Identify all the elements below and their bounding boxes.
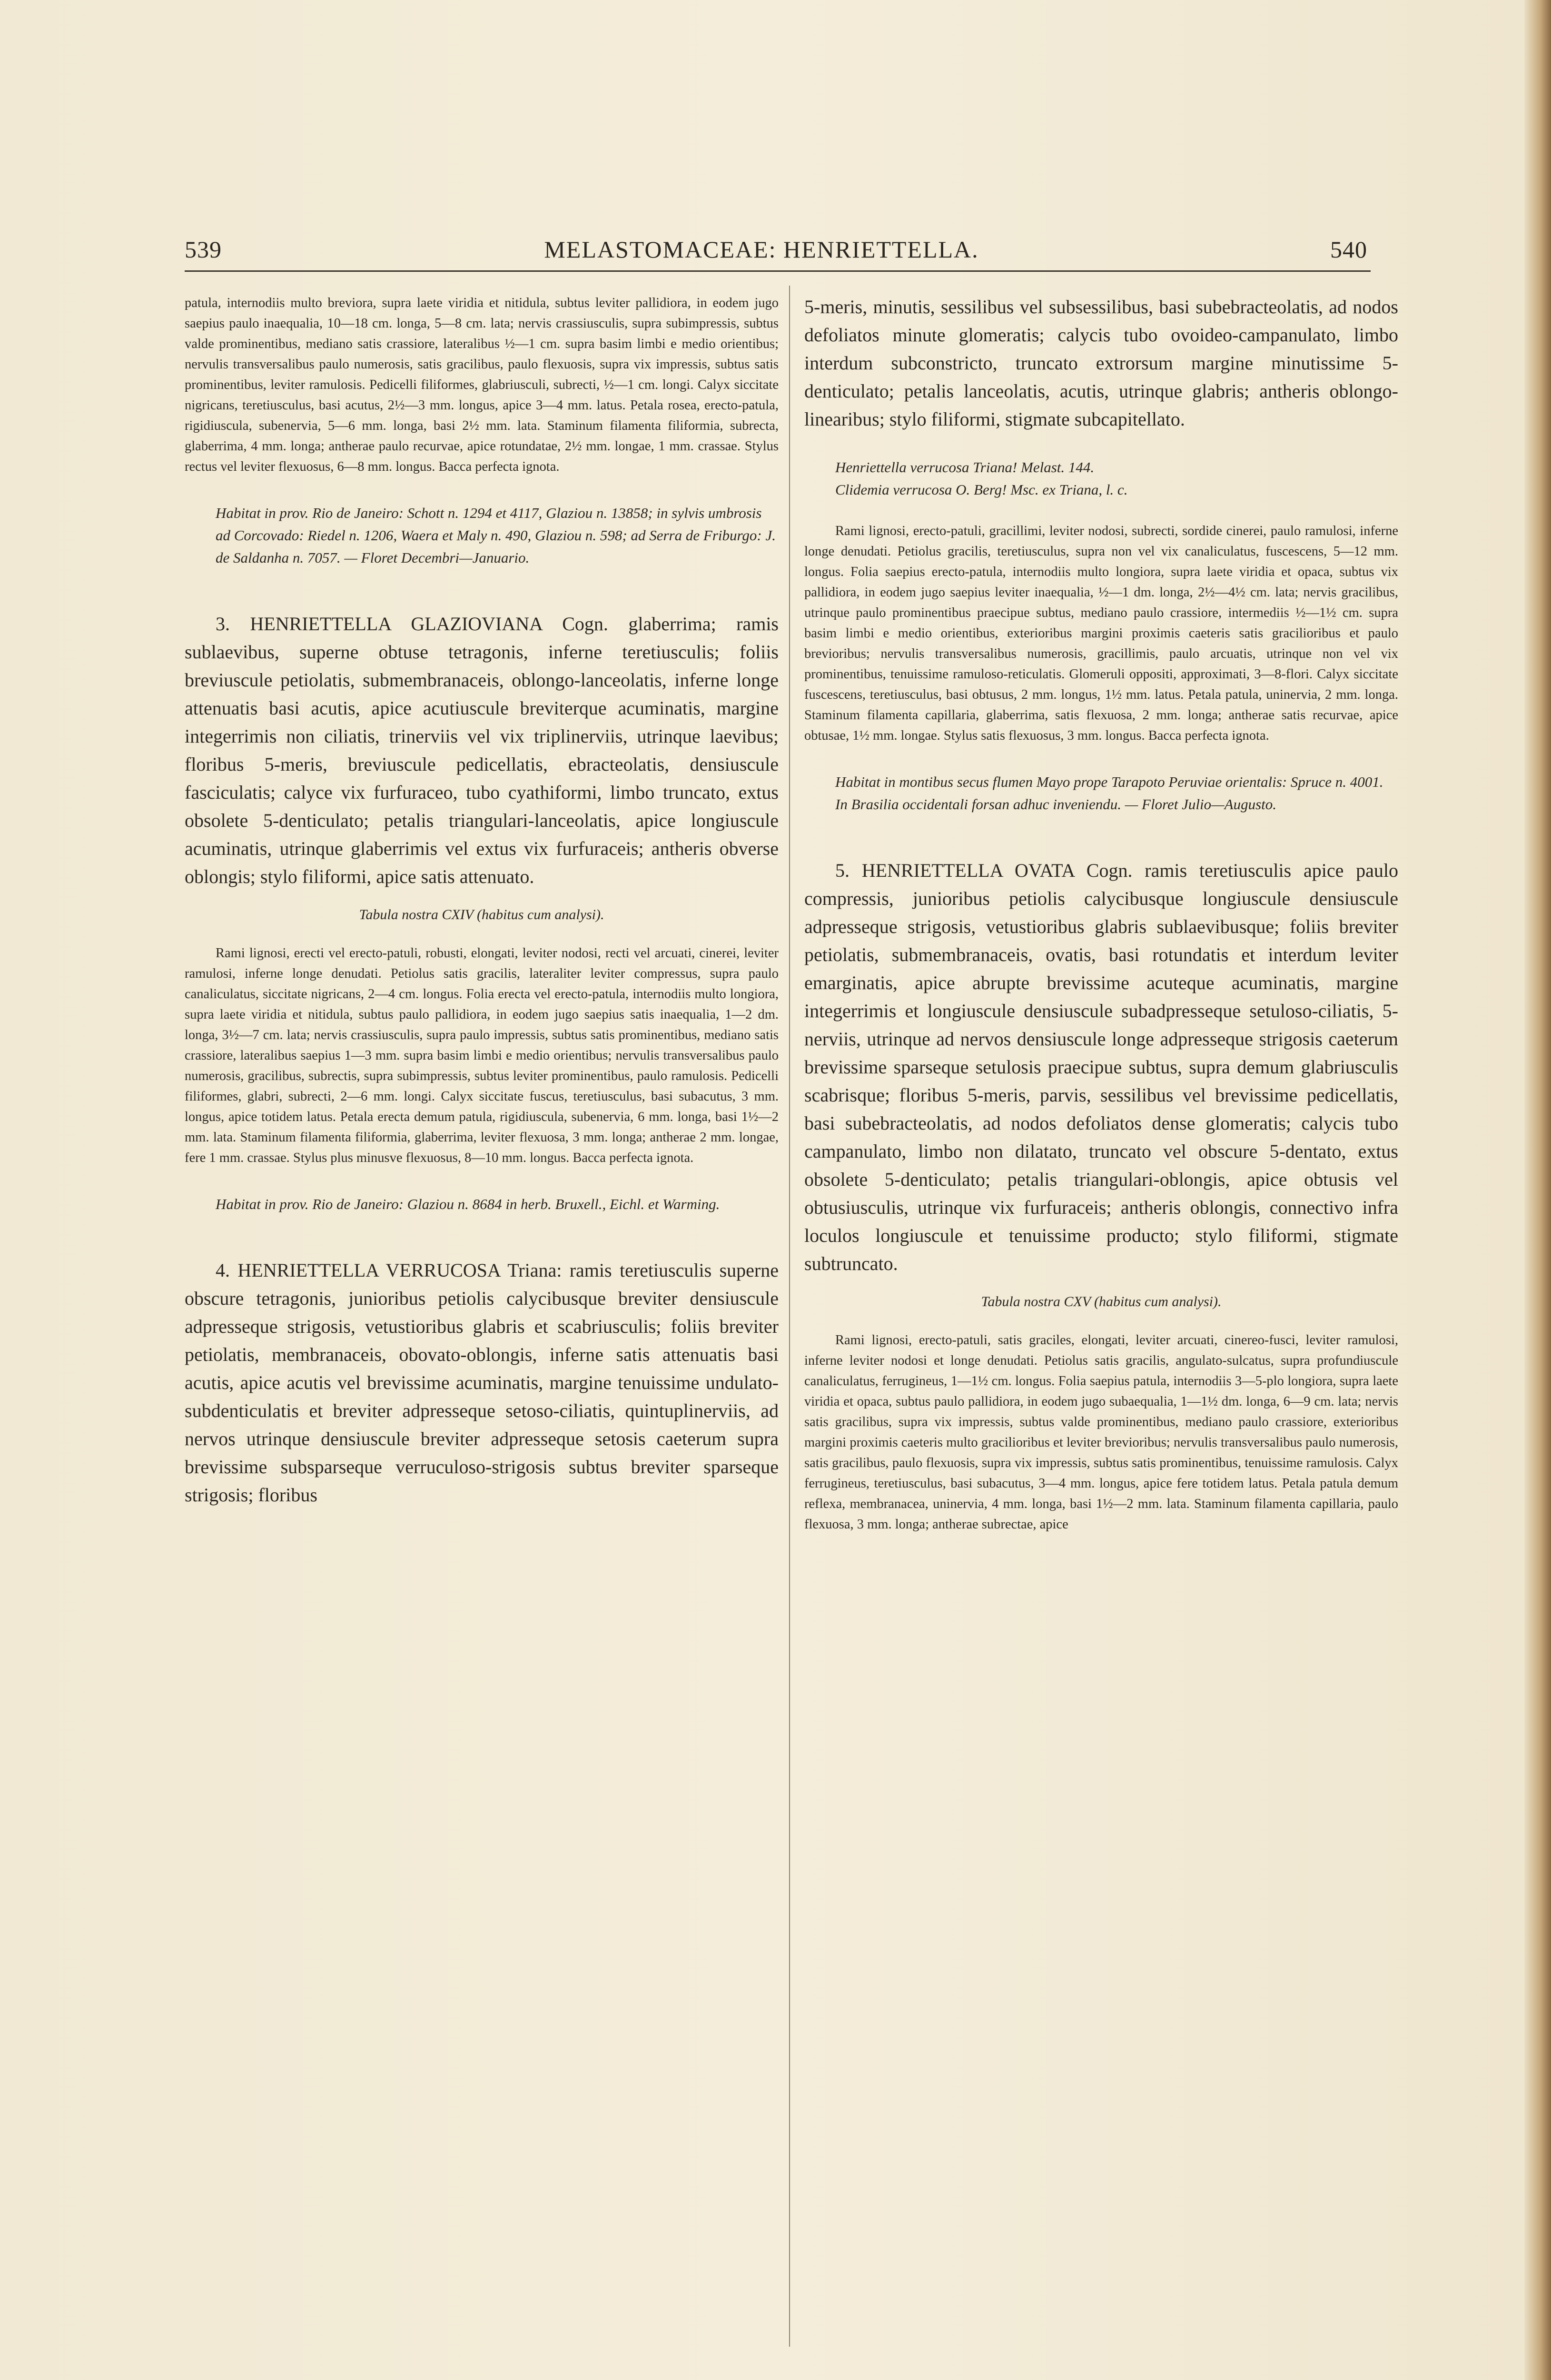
description-paragraph: patula, internodiis multo breviora, supra laete viridia et nitidula, subtus leviter pallidiora, in eodem jugo saepius paulo inaequalia, 10—18 cm. longa, 5—8 cm. lata; nervis crassiusculis, supra subimpressis, subtus valde prominentibus, mediano satis crassiore, lateralibus ½—1 cm. supra basim limbi e medio orientibus; nervulis transversalibus paulo numerosis, satis gracilibus, paulo flexuosis, supra vix impressis, subtus satis prominentibus, leviter ramulosis. Pedicelli filiformes, glabriusculi, subrecti, ½—1 cm. longi. Calyx siccitate nigricans, teretiusculus, basi acutus, 2½—3 mm. longus, apice 3—4 mm. latus. Petala rosea, erecto-patula, rigidiuscula, subenervia, 5—6 mm. longa, basi 2½ mm. lata. Staminum filamenta filiformia, subrecta, glaberrima, 4 mm. longa; antherae paulo recurvae, apice rotundatae, 2½ mm. longae, 1 mm. crassae. Stylus rectus vel leviter flexuosus, 6—8 mm. longus. Bacca perfecta ignota. [185,296,779,474]
page-edge [1524,0,1551,2380]
synonym-1: Henriettella verrucosa Triana! Melast. 144. [835,459,1095,476]
right-column [804,293,1398,1535]
header-rule [185,270,1371,272]
habitat-note-3: Habitat in prov. Rio de Janeiro: Glaziou n. 8684 in herb. Bruxell., Eichl. et Warming. [216,1196,720,1212]
plate-caption-cxv: Tabula nostra CXV (habitus cum analysi). [981,1294,1222,1309]
habitat-note-4: Habitat in montibus secus flumen Mayo prope Tarapoto Peruviae orientalis: Spruce n. 4001. In Brasilia occidentali forsan adhuc inveniendu. — Floret Julio—Augusto. [835,774,1383,813]
column-divider [789,286,790,2347]
page-number-right: 540 [1330,236,1367,263]
species-diagnosis-4-continued: 5-meris, minutis, sessilibus vel subsessilibus, basi subebracteolatis, ad nodos defoliatos minute glomeratis; calycis tubo ovoideo-campanulato, limbo interdum subconstricto, truncato extrorsum margine minutissime 5-denticulato; petalis lanceolatis, acutis, utrinque glabris; antheris oblongo-linearibus; stylo filiformi, stigmate subcapitellato. [804,296,1398,430]
habitat-note: Habitat in prov. Rio de Janeiro: Schott n. 1294 et 4117, Glaziou n. 13858; in sylvis umbrosis ad Corcovado: Riedel n. 1206, Waera et Maly n. 490, Glaziou n. 598; ad Serra de Friburgo: J. de Saldanha n. 7057. — Floret Decembri—Januario. [216,505,776,566]
plate-caption-cxiv: Tabula nostra CXIV (habitus cum analysi). [359,907,604,922]
species-diagnosis-4: 4. HENRIETTELLA VERRUCOSA Triana: ramis teretiusculis superne obscure tetragonis, junioribus petiolis calycibusque breviter densiuscule adpresseque strigosis, vetustioribus glabris et scabriusculis; foliis breviter petiolatis, membranaceis, obovato-oblongis, inferne satis attenuatis basi acutis, apice acutis vel brevissime acuminatis, margine tenuissime undulato-subdenticulatis et breviter adpresseque setoso-ciliatis, quintuplinerviis, ad nervos utrinque densiuscule breviter adpresseque setosis caeterum supra brevissime subsparseque verruculoso-strigosis subtus breviter sparseque strigosis; floribus [185,1259,779,1506]
species-diagnosis-5: 5. HENRIETTELLA OVATA Cogn. ramis teretiusculis apice paulo compressis, junioribus petiolis calycibusque longiuscule densiuscule adpresseque strigosis, vetustioribus glabris sublaevibusque; foliis breviter petiolatis, submembranaceis, ovatis, basi rotundatis et interdum leviter emarginatis, apice abrupte brevissime acuteque acuminatis, margine integerrimis et longiuscule densiuscule subadpresseque setuloso-ciliatis, 5-nerviis, utrinque ad nervos densiuscule longe adpresseque strigosis caeterum brevissime sparseque setulosis praecipue subtus, supra demum glabriusculis scabrisque; floribus 5-meris, parvis, sessilibus vel brevissime pedicellatis, basi subebracteolatis, ad nodos defoliatos dense glomeratis; calycis tubo campanulato, limbo non dilatato, truncato vel obscure 5-dentato, extus obsolete 5-denticulato; petalis triangulari-oblongis, apice obtusis vel obtusiusculis, utrinque vix furfuraceis; antheris oblongis, connectivo infra loculos longiuscule et tenuissime producto; stylo filiformi, stigmate subtruncato. [804,860,1398,1274]
left-column [185,293,779,1509]
species-description-5: Rami lignosi, erecto-patuli, satis graciles, elongati, leviter arcuati, cinereo-fusci, leviter ramulosi, inferne leviter nodosi et longe denudati. Petiolus satis gracilis, angulato-sulcatus, supra profundiuscule canaliculatus, ferrugineus, 1—1½ cm. longus. Folia saepius patula, internodiis 3—5-plo longiora, supra laete viridia et opaca, subtus paulo pallidiora, in eodem jugo subaequalia, 1—1½ dm. longa, 6—9 cm. lata; nervis satis gracilibus, supra vix impressis, subtus valde prominentibus, mediano paulo crassiore, exterioribus margini proximis caeteris multo gracilioribus et leviter brevioribus; nervulis transversalibus paulo numerosis, satis gracilibus, paulo flexuosis, supra vix impressis, subtus satis prominentibus, tenuissime ramulosis. Calyx ferrugineus, teretiusculus, basi subacutus, 3—4 mm. longus, apice fere totidem latus. Petala patula demum reflexa, membranacea, uninervia, 4 mm. longa, basi 1½—2 mm. lata. Staminum filamenta capillaria, paulo flexuosa, 3 mm. longa; antherae subrectae, apice [804,1333,1398,1532]
species-description-3: Rami lignosi, erecti vel erecto-patuli, robusti, elongati, leviter nodosi, recti vel arcuati, cinerei, leviter ramulosi, inferne longe denudati. Petiolus satis gracilis, lateraliter leviter compressus, supra paulo canaliculatus, siccitate nigricans, 2—4 cm. longus. Folia erecta vel erecto-patula, internodiis multo longiora, supra laete viridia et nitidula, subtus paulo pallidiora, in eodem jugo saepius satis inaequalia, 1—2 dm. longa, 3½—7 cm. lata; nervis crassiusculis, supra paulo impressis, subtus satis prominentibus, mediano satis crassiore, lateralibus saepius 1—3 mm. supra basim limbi e medio orientibus; nervulis transversalibus paulo numerosis, gracilibus, subrectis, supra subimpressis, subtus leviter prominentibus, paulo ramulosis. Pedicelli filiformes, glabri, subrecti, 2—6 mm. longi. Calyx siccitate fuscus, teretiusculus, basi subacutus, 3 mm. longus, apice totidem latus. Petala erecta demum patula, rigidiuscula, subenervia, 6 mm. longa, basi 1½—2 mm. lata. Staminum filamenta filiformia, glaberrima, leviter flexuosa, 3 mm. longa; antherae 2 mm. longae, fere 1 mm. crassae. Stylus plus minusve flexuosus, 8—10 mm. longus. Bacca perfecta ignota. [185,946,779,1165]
species-description-4: Rami lignosi, erecto-patuli, gracillimi, leviter nodosi, subrecti, sordide cinerei, paulo ramulosi, inferne longe denudati. Petiolus gracilis, teretiusculus, supra non vel vix canaliculatus, fuscescens, 5—12 mm. longus. Folia saepius erecto-patula, internodiis multo longiora, supra laete viridia et opaca, subtus vix pallidiora, in eodem jugo saepius leviter inaequalia, ½—1 dm. longa, 2½—4½ cm. lata; nervis gracilibus, utrinque paulo prominentibus praecipue subtus, mediano paulo crassiore, intermediis ½—1½ cm. supra basim limbi e medio orientibus, exterioribus margini proximis caeteris satis gracilioribus et paulo brevioribus; nervulis transversalibus numerosis, gracillimis, paulo arcuatis, utrinque non vel vix prominentibus, tenuissime ramuloso-reticulatis. Glomeruli oppositi, approximati, 3—8-flori. Calyx siccitate fuscescens, teretiusculus, basi obtusus, 2 mm. longus, 1½ mm. latus. Petala patula, uninervia, 2 mm. longa. Staminum filamenta capillaria, glaberrima, satis flexuosa, 2 mm. longa; antherae satis recurvae, apice obtusae, 1½ mm. longae. Stylus satis flexuosus, 3 mm. longus. Bacca perfecta ignota. [804,524,1398,743]
page-number-left: 539 [185,236,222,263]
synonym-2: Clidemia verrucosa O. Berg! Msc. ex Triana, l. c. [835,481,1128,498]
running-title: MELASTOMACEAE: HENRIETTELLA. [544,236,979,263]
species-diagnosis-3: 3. HENRIETTELLA GLAZIOVIANA Cogn. glaberrima; ramis sublaevibus, superne obtuse tetragonis, inferne teretiusculis; foliis breviuscule petiolatis, submembranaceis, oblongo-lanceolatis, inferne longe attenuatis basi acutis, apice acutiuscule breviterque acuminatis, margine integerrimis non ciliatis, trinerviis vel vix triplinerviis, utrinque laevibus; floribus 5-meris, breviuscule pedicellatis, ebracteolatis, densiuscule fasciculatis; calyce vix furfuraceo, tubo cyathiformi, limbo truncato, extus obsolete 5-denticulato; petalis triangulari-lanceolatis, apice longiuscule acuminatis, utrinque glaberrimis vel extus vix furfuraceis; antheris obverse oblongis; stylo filiformi, apice satis attenuato. [185,613,779,887]
